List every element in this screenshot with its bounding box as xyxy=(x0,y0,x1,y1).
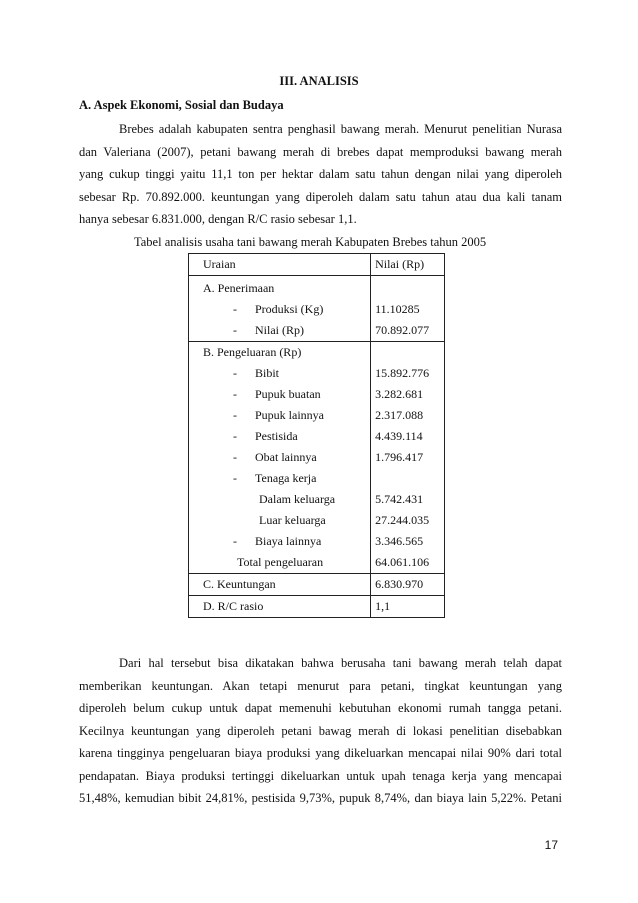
table-header-row xyxy=(189,254,445,276)
value-cell: 5.742.431 xyxy=(375,492,424,506)
value-cell: 3.346.565 xyxy=(375,534,424,548)
value-cell: 1.796.417 xyxy=(375,450,424,464)
paragraph-line: diperoleh belum cukup untuk dapat memenuhi kebutuhan ekonomi rumah tangga petani. xyxy=(79,701,562,715)
table-row: - Bibit xyxy=(233,366,280,380)
value-cell: 6.830.970 xyxy=(375,577,424,591)
section-rc-rasio xyxy=(189,596,445,618)
table-row: Dalam keluarga xyxy=(259,492,336,506)
value-cell: 15.892.776 xyxy=(375,366,430,380)
paragraph-line: yang cukup tinggi yaitu 11,1 ton per hektar dalam satu tahun dengan nilai yang diperoleh xyxy=(79,167,562,181)
value-cell: 11.10285 xyxy=(375,302,420,316)
pengeluaran-label: B. Pengeluaran (Rp) xyxy=(203,345,302,359)
section-keuntungan xyxy=(189,574,445,596)
value-cell: 3.282.681 xyxy=(375,387,424,401)
section-heading: III. ANALISIS xyxy=(279,74,359,88)
value-cell: 64.061.106 xyxy=(375,555,430,569)
page-number: 17 xyxy=(544,838,558,852)
section-pengeluaran xyxy=(189,342,445,574)
table-row: - Nilai (Rp) xyxy=(233,323,304,337)
table-row: - Obat lainnya xyxy=(233,450,317,464)
paragraph-line: pendapatan. Biaya produksi tertinggi dikeluarkan untuk upah tenaga kerja yang mencapai xyxy=(79,768,562,783)
value-cell: 27.244.035 xyxy=(375,513,430,527)
paragraph-line: 51,48%, kemudian bibit 24,81%, pestisida 9,73%, pupuk 8,74%, dan biaya lain 5,22%. Petani xyxy=(79,791,562,805)
paragraph-line: dan Valeriana (2007), petani bawang merah di brebes dapat memproduksi bawang merah xyxy=(79,144,562,159)
paragraph-conclusion xyxy=(79,652,562,810)
paragraph-intro xyxy=(79,118,562,231)
table-row: - Pupuk buatan xyxy=(233,387,321,401)
value-cell: 4.439.114 xyxy=(375,429,423,443)
paragraph-line: Dari hal tersebut bisa dikatakan bahwa berusaha tani bawang merah telah dapat xyxy=(119,656,562,670)
penerimaan-label: A. Penerimaan xyxy=(203,281,275,295)
table-caption: Tabel analisis usaha tani bawang merah Kabupaten Brebes tahun 2005 xyxy=(134,235,487,249)
table-row: - Biaya lainnya xyxy=(233,534,322,548)
value-cell: 70.892.077 xyxy=(375,323,430,337)
paragraph-line: karena tingginya pengeluaran biaya produksi yang dikeluarkan mencapai nilai 90% dari total xyxy=(79,746,562,760)
total-row: Total pengeluaran xyxy=(237,555,324,569)
header-nilai: Nilai (Rp) xyxy=(375,257,425,271)
header-uraian: Uraian xyxy=(203,257,236,271)
paragraph-line: Brebes adalah kabupaten sentra penghasil bawang merah. Menurut penelitian Nurasa xyxy=(119,122,562,136)
table-row: - Pupuk lainnya xyxy=(233,408,324,422)
paragraph-line: Kecilnya keuntungan yang diperoleh petani bawag merah di lokasi penelitian disebabkan xyxy=(79,723,562,738)
rc-label: D. R/C rasio xyxy=(203,599,264,613)
paragraph-line: hanya sebesar 6.831.000, dengan R/C rasio sebesar 1,1. xyxy=(79,212,357,226)
value-cell: 2.317.088 xyxy=(375,408,424,422)
table-row: - Produksi (Kg) xyxy=(233,302,324,316)
analysis-table xyxy=(188,253,445,618)
paragraph-line: sebesar Rp. 70.892.000. keuntungan yang diperoleh dalam satu tahun atau dua kali tanam xyxy=(79,189,562,204)
subsection-heading: A. Aspek Ekonomi, Sosial dan Budaya xyxy=(79,98,284,112)
value-cell: 1,1 xyxy=(375,599,391,613)
keuntungan-label: C. Keuntungan xyxy=(203,577,276,591)
table-row: - Pestisida xyxy=(233,429,298,443)
section-penerimaan xyxy=(189,276,445,342)
table-row: - Tenaga kerja xyxy=(233,471,317,485)
table-row: Luar keluarga xyxy=(259,513,326,527)
paragraph-line: memberikan keuntungan. Akan tetapi menurut para petani, tingkat keuntungan yang xyxy=(79,678,562,693)
